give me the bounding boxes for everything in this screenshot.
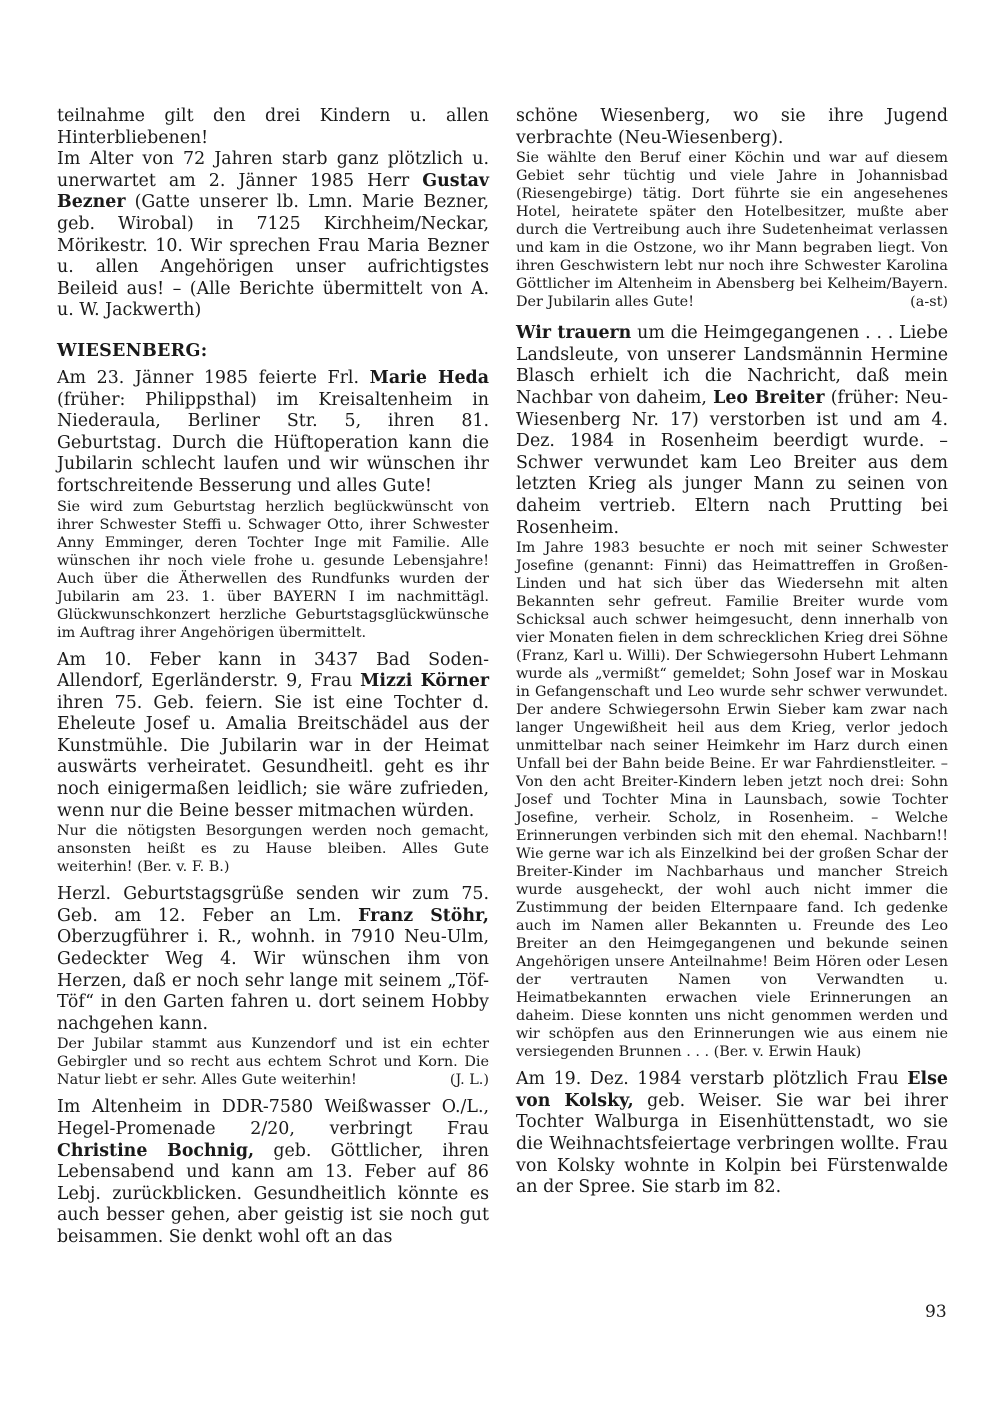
paragraph-stoehr-note <box>57 1035 489 1089</box>
text: Im Alter von 72 Jahren starb ganz plötzlich u. unerwartet am 2. Jänner 1985 Herr <box>57 149 489 191</box>
text: um die Heimgegangenen . . . Liebe Landsleute, von unserer Landsmännin Hermine Blasch erhielt ich die Nachricht, daß mein Nachbar von daheim, <box>516 323 948 408</box>
text: Oberzugführer i. R., wohnh. in 7910 Neu-Ulm, Gedeckter Weg 4. Wir wünschen ihm von Herzen, daß er noch sehr lange mit seinem „Töf-Töf“ in den Garten fahren u. dort seinem Hobby nachgehen kann. <box>57 927 489 1034</box>
text: Am 23. Jänner 1985 feierte Frl. <box>57 367 370 388</box>
paragraph-bochnig-bio <box>516 149 948 311</box>
section-lead: Wir trauern <box>516 323 632 344</box>
person-name: Franz Stöhr, <box>358 905 489 926</box>
paragraph-mourning-breiter <box>516 323 948 539</box>
text: Am 19. Dez. 1984 verstarb plötzlich Frau <box>516 1069 908 1090</box>
text: (früher: Neu-Wiesenberg Nr. 17) verstorben ist und am 4. Dez. 1984 in Rosenheim beerdigt wurde. – Schwer verwundet kam Leo Breiter aus dem letzten Krieg als junger Mann zu seinen von daheim vertrieb. Eltern nach Prutting bei Rosenheim. <box>516 387 948 538</box>
paragraph-obituary-kolsky <box>516 1069 948 1199</box>
person-name: Leo Breiter <box>713 387 825 408</box>
text: ihren 75. Geb. feiern. Sie ist eine Tochter d. Eheleute Josef u. Amalia Breitschädel aus der Kunstmühle. Die Jubilarin war in der Heimat auswärts verheiratet. Gesundheitl. geht es ihr noch einigermaßen leidlich; sie wäre zufrieden, wenn nur die Beine besser mitmachen würden. <box>57 692 489 821</box>
author-signature: (J. L.) <box>449 1072 489 1089</box>
paragraph-bochnig <box>57 1097 489 1248</box>
paragraph-condolence-end: teilnahme gilt den drei Kindern u. allen Hinterbliebenen! <box>57 106 489 148</box>
paragraph-birthday-stoehr <box>57 884 489 1035</box>
author-signature: (a-st) <box>910 294 948 311</box>
section-heading-wiesenberg: WIESENBERG: <box>57 340 208 361</box>
person-name: Mizzi Körner <box>360 671 489 692</box>
text: geb. Göttlicher, ihren Lebensabend und kann am 13. Feber auf 86 Lebj. zurückblicken. Gesundheitlich könnte es auch besser gehen, aber geistig ist sie noch gut beisammen. Sie denkt wohl oft an das <box>57 1140 489 1247</box>
paragraph-birthday-koerner <box>57 650 489 823</box>
text: geb. Weiser. Sie war bei ihrer Tochter Walburga in Eisenhüttenstadt, wo sie die Weihnachtsfeiertage verbringen wollte. Frau von Kolsky wohnte in Kolpin bei Fürstenwalde an der Spree. Sie starb im 82. <box>516 1090 948 1198</box>
text: Der Jubilar stammt aus Kunzendorf und ist ein echter Gebirgler und so recht aus echtem Schrot und Korn. Die Natur liebt er sehr. Alles Gute weiterhin! <box>57 1036 489 1089</box>
text: (früher: Philippsthal) im Kreisaltenheim in Niederaula, Berliner Str. 5, ihren 81. Geburtstag. Durch die Hüftoperation kann die Jubilarin schlecht laufen und wir wünschen ihr fortschreitende Besserung und alles Gute! <box>57 389 489 496</box>
paragraph-koerner-note: Nur die nötigsten Besorgungen werden noch gemacht, ansonsten heißt es zu Hause bleiben. Alles Gute weiterhin! (Ber. v. F. B.) <box>57 823 489 876</box>
paragraph-heda-greetings: Sie wird zum Geburtstag herzlich beglückwünscht von ihrer Schwester Steffi u. Schwager Otto, ihrer Schwester Anny Emminger, deren Tochter Inge mit Familie. Alle wünschen ihr noch viele frohe u. gesunde Lebensjahre! Auch über die Ätherwellen des Rundfunks wurden der Jubilarin am 23. 1. über BAYERN I im nachmittägl. Glückwunschkonzert herzliche Geburtstagsglückwünsche im Auftrag ihrer Angehörigen übermittelt. <box>57 498 489 641</box>
text: (Gatte unserer lb. Lmn. Marie Bezner, geb. Wirobal) in 7125 Kirchheim/Neckar, Mörikestr. 10. Wir sprechen Frau Maria Bezner u. allen Angehörigen unser aufrichtigstes Beileid aus! – (Alle Berichte übermittelt von A. u. W. Jackwerth) <box>57 192 489 321</box>
text: Sie wählte den Beruf einer Köchin und war auf diesem Gebiet sehr tüchtig und viele Jahre in Johannisbad (Riesengebirge) tätig. Dort führte sie ein angesehenes Hotel, heiratete später den Hotelbesitzer, mußte aber durch die Vertreibung auch ihre Sudetenheimat verlassen und kam in die Ostzone, wo ihr Mann begraben liegt. Von ihren Geschwistern lebt nur noch ihre Schwester Karolina Göttlicher im Altenheim in Abensberg bei Kelheim/Bayern. Der Jubilarin alles Gute! <box>516 150 948 311</box>
person-name: Else von Kolsky, <box>516 1069 948 1111</box>
page-number: 93 <box>925 1302 947 1322</box>
paragraph-obituary-bezner <box>57 149 489 322</box>
left-column <box>57 106 489 1249</box>
text: Im Altenheim in DDR-7580 Weißwasser O./L., Hegel-Promenade 2/20, verbringt Frau <box>57 1097 489 1139</box>
person-name: Gustav Bezner <box>57 170 489 213</box>
right-column <box>516 106 948 1199</box>
paragraph-wiesenberg-youth: schöne Wiesenberg, wo sie ihre Jugend verbrachte (Neu-Wiesenberg). <box>516 106 948 148</box>
person-name: Marie Heda <box>369 367 489 388</box>
text: Am 10. Feber kann in 3437 Bad Soden-Allendorf, Egerländerstr. 9, Frau <box>57 649 489 692</box>
text: Herzl. Geburtstagsgrüße senden wir zum 75. Geb. am 12. Feber an Lm. <box>57 884 489 926</box>
paragraph-breiter-family: Im Jahre 1983 besuchte er noch mit seiner Schwester Josefine (genannt: Finni) das Heimattreffen in Großen-Linden und hat sich über das Wiedersehn mit alten Bekannten sehr gefreut. Familie Breiter wurde vom Schicksal auch schwer heimgesucht, denn innerhalb von vier Monaten fielen in dem schrecklichen Krieg drei Söhne (Franz, Karl u. Willi). Der Schwiegersohn Hubert Lehmann wurde als „vermißt“ gemeldet; Sohn Josef war in Moskau in Gefangenschaft und Leo wurde sehr schwer verwundet. Der andere Schwiegersohn Erwin Sieber kam zwar nach langer Ungewißheit heil aus dem Krieg, verlor jedoch unmittelbar nach seiner Heimkehr im Harz durch einen Unfall bei der Bahn beide Beine. Er war Fahrdienstleiter. – Von den acht Breiter-Kindern leben jetzt noch drei: Sohn Josef und Tochter Mina in Launsbach, sowie Tochter Josefine, verheir. Scholz, in Rosenheim. – Welche Erinnerungen verbinden sich mit den ehemal. Nachbarn!! Wie gerne war ich als Einzelkind bei der großen Schar der Breiter-Kinder im Nachbarhaus und mancher Streich wurde ausgeheckt, der wohl auch nicht immer die Zustimmung der beiden Elternpaare fand. Ich gedenke auch im Namen aller Bekannten u. Freunde des Leo Breiter an den Heimgegangenen und bekunde seinen Angehörigen unsere Anteilnahme! Beim Hören oder Lesen der vertrauten Namen von Verwandten u. Heimatbekannten erwachen viele Erinnerungen an daheim. Diese konnten uns nicht genommen werden und wir schöpfen aus den Erinnerungen wie aus einem nie versiegenden Brunnen . . . (Ber. v. Erwin Hauk) <box>516 540 948 1061</box>
paragraph-birthday-heda <box>57 368 489 498</box>
person-name: Christine Bochnig, <box>57 1140 255 1161</box>
